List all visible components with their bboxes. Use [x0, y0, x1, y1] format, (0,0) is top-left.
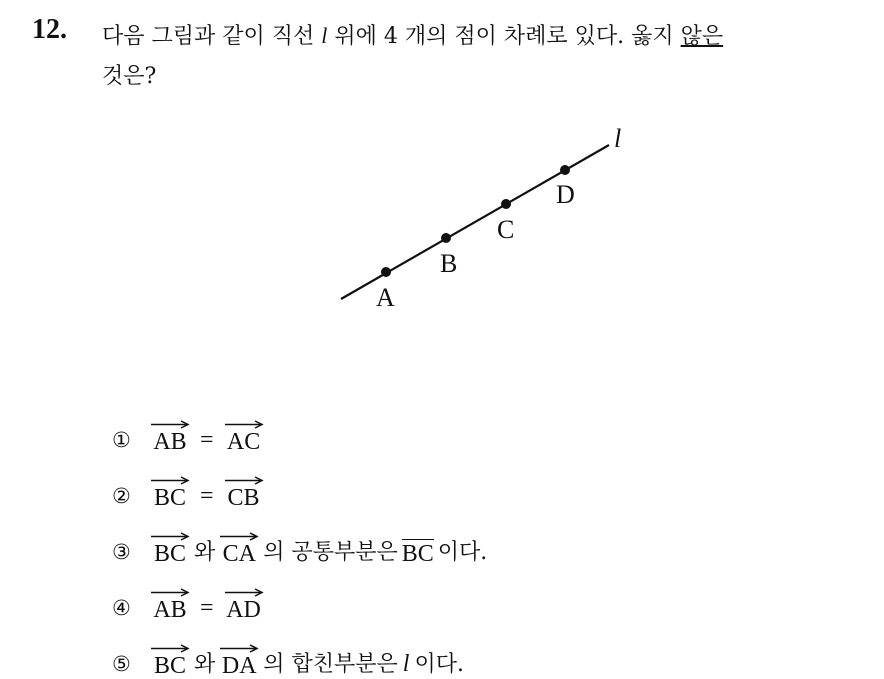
stem-text-3: 것은?: [102, 64, 157, 89]
vector-label: AD: [226, 597, 261, 623]
choice-1[interactable]: [112, 398, 489, 454]
line-variable: l: [402, 651, 410, 677]
vector-arrow-icon: [224, 588, 264, 597]
vector-label: BC: [153, 485, 186, 511]
stem-text-1: 다음 그림과 같이 직선: [102, 24, 322, 49]
choice-5-marker: ⑤: [112, 652, 131, 676]
vector-arrow-icon: [150, 532, 190, 541]
choice-4-marker: ④: [112, 596, 131, 620]
stem-text-2: 위에 4 개의 점이 차례로 있다. 옳지: [327, 24, 681, 49]
answer-choices: [112, 398, 489, 678]
choice-2[interactable]: [112, 454, 489, 510]
vector-label: BC: [153, 541, 186, 567]
equals-sign: =: [200, 595, 214, 621]
line-label: l: [614, 124, 622, 153]
vector-bc: [150, 532, 190, 566]
vector-arrow-icon: [219, 532, 259, 541]
vector-ad: [224, 588, 264, 622]
conjunction: 와: [194, 652, 216, 677]
vector-label: DA: [221, 653, 257, 679]
vector-arrow-icon: [150, 420, 190, 429]
vector-ac: [224, 420, 264, 454]
point-b: [441, 233, 451, 243]
choice-1-marker: ①: [112, 428, 131, 452]
choice-ending: 이다.: [437, 540, 488, 565]
vector-arrow-icon: [150, 588, 190, 597]
point-a-label: A: [376, 283, 395, 312]
choice-text: 의 합친부분은: [263, 652, 398, 677]
vector-ca: [219, 532, 259, 566]
vector-bc: [150, 476, 190, 510]
equals-sign: =: [200, 427, 214, 453]
vector-label: AB: [153, 597, 187, 623]
point-c: [501, 199, 511, 209]
vector-bc: [150, 644, 190, 678]
choice-2-marker: ②: [112, 484, 131, 508]
vector-ab: [150, 420, 190, 454]
vector-arrow-icon: [224, 420, 264, 429]
choice-5[interactable]: [112, 622, 489, 678]
vector-arrow-icon: [150, 476, 190, 485]
point-b-label: B: [440, 249, 458, 278]
vector-label: AB: [153, 429, 187, 455]
point-d: [560, 165, 570, 175]
equals-sign: =: [200, 483, 214, 509]
conjunction: 와: [194, 540, 216, 565]
stem-line-variable: l: [321, 23, 328, 48]
vector-arrow-icon: [219, 644, 259, 653]
stem-emphasis: 않은: [680, 24, 724, 49]
point-d-label: D: [556, 180, 575, 209]
vector-arrow-icon: [150, 644, 190, 653]
vector-label: CB: [227, 485, 260, 511]
choice-text: 의 공통부분은: [263, 540, 398, 565]
vector-cb: [224, 476, 264, 510]
vector-da: [219, 644, 259, 678]
point-c-label: C: [497, 215, 515, 244]
vector-label: BC: [153, 653, 186, 679]
choice-3-marker: ③: [112, 540, 131, 564]
point-a: [381, 267, 391, 277]
segment-bc: BC: [401, 541, 434, 567]
vector-arrow-icon: [224, 476, 264, 485]
vector-label: CA: [222, 541, 256, 567]
vector-ab: [150, 588, 190, 622]
choice-3[interactable]: [112, 510, 489, 566]
vector-label: AC: [226, 429, 261, 455]
choice-4[interactable]: [112, 566, 489, 622]
choice-ending: 이다.: [414, 652, 464, 677]
question-number: 12.: [32, 14, 67, 45]
